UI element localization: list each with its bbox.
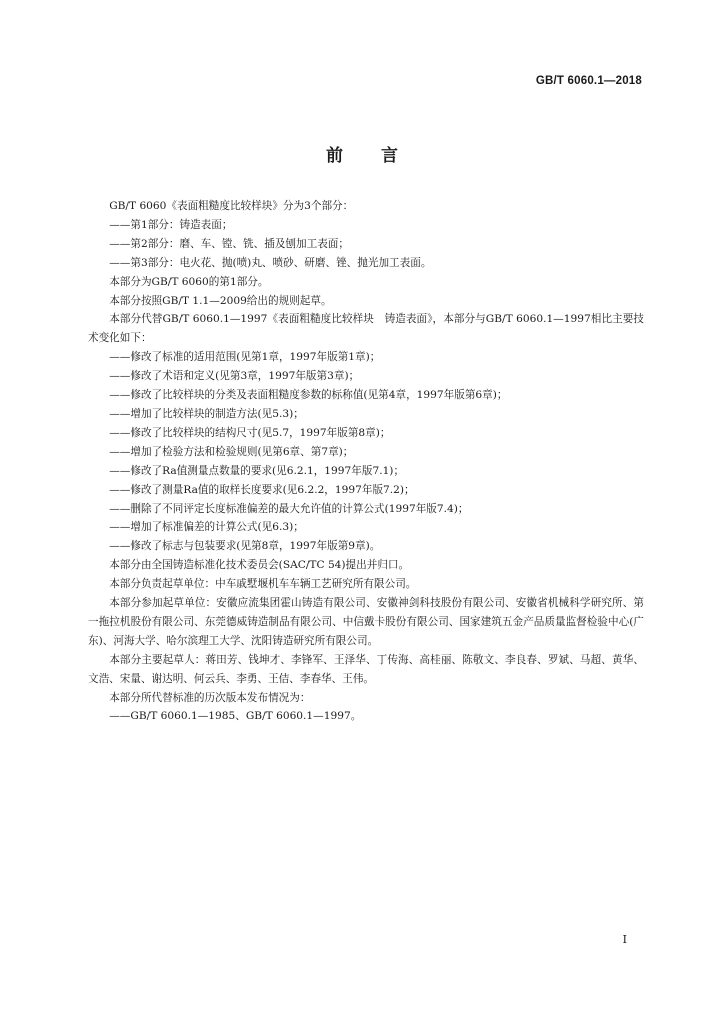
dash-item: ——修改了比较样块的分类及表面粗糙度参数的标称值(见第4章，1997年版第6章)； — [109, 389, 508, 402]
dash-item: ——增加了标准偏差的计算公式(见6.3)； — [109, 521, 304, 534]
dash-item: ——增加了检验方法和检验规则(见第6章、第7章)； — [109, 445, 354, 458]
page-number: I — [622, 933, 627, 946]
paragraph: 本部分负责起草单位：中车戚墅堰机车车辆工艺研究所有限公司。 — [109, 578, 417, 591]
paragraph: GB/T 6060《表面粗糙度比较样块》分为3个部分： — [109, 200, 354, 212]
page-title — [0, 141, 724, 166]
dash-item: ——修改了标志与包装要求(见第8章，1997年版第9章)。 — [109, 540, 381, 553]
paragraph: 本部分为GB/T 6060的第1部分。 — [109, 275, 269, 288]
foreword-body — [88, 197, 644, 726]
dash-item: ——修改了标准的适用范围(见第1章，1997年版第1章)； — [109, 351, 381, 364]
dash-item: ——第3部分：电火花、抛(喷)丸、喷砂、研磨、锉、抛光加工表面。 — [109, 256, 432, 269]
dash-item: ——修改了比较样块的结构尺寸(见5.7，1997年版第8章)； — [109, 426, 391, 439]
dash-item: ——第2部分：磨、车、镗、铣、插及刨加工表面； — [109, 237, 349, 250]
dash-item: ——第1部分：铸造表面； — [109, 218, 233, 231]
title-char-1: 前 — [326, 146, 343, 166]
title-char-2: 言 — [381, 146, 398, 166]
paragraph: 本部分参加起草单位：安徽应流集团霍山铸造有限公司、安徽神剑科技股份有限公司、安徽省机械科学研究所、第一拖拉机股份有限公司、东莞德威铸造制品有限公司、中信戴卡股份有限公司、国家建筑五金产品质量监督检验中心(广东)、河海大学、哈尔滨理工大学、沈阳铸造研究所有限公司。 — [88, 597, 644, 647]
dash-item: ——删除了不同评定长度标准偏差的最大允许值的计算公式(1997年版7.4)； — [109, 502, 469, 515]
dash-item: ——修改了Ra值测量点数量的要求(见6.2.1，1997年版7.1)； — [109, 464, 405, 477]
dash-item: ——GB/T 6060.1—1985、GB/T 6060.1—1997。 — [109, 710, 362, 723]
dash-item: ——增加了比较样块的制造方法(见5.3)； — [109, 407, 304, 420]
paragraph: 本部分所代替标准的历次版本发布情况为： — [109, 691, 311, 704]
dash-item: ——修改了术语和定义(见第3章，1997年版第3章)； — [109, 370, 360, 383]
paragraph: 本部分由全国铸造标准化技术委员会(SAC/TC 54)提出并归口。 — [109, 559, 410, 572]
standard-code: GB/T 6060.1—2018 — [535, 75, 642, 87]
paragraph: 本部分代替GB/T 6060.1—1997《表面粗糙度比较样块 铸造表面》，本部分与GB/T 6060.1—1997相比主要技术变化如下： — [88, 313, 644, 345]
dash-item: ——修改了测量Ra值的取样长度要求(见6.2.2，1997年版7.2)； — [109, 483, 415, 496]
paragraph: 本部分按照GB/T 1.1—2009给出的规则起草。 — [109, 294, 332, 307]
paragraph: 本部分主要起草人：蒋田芳、钱坤才、李锋军、王泽华、丁传海、高桂丽、陈敬文、李良春、罗斌、马超、黄华、文浩、宋量、谢达明、何云兵、李勇、王佶、李春华、王伟。 — [88, 653, 644, 685]
